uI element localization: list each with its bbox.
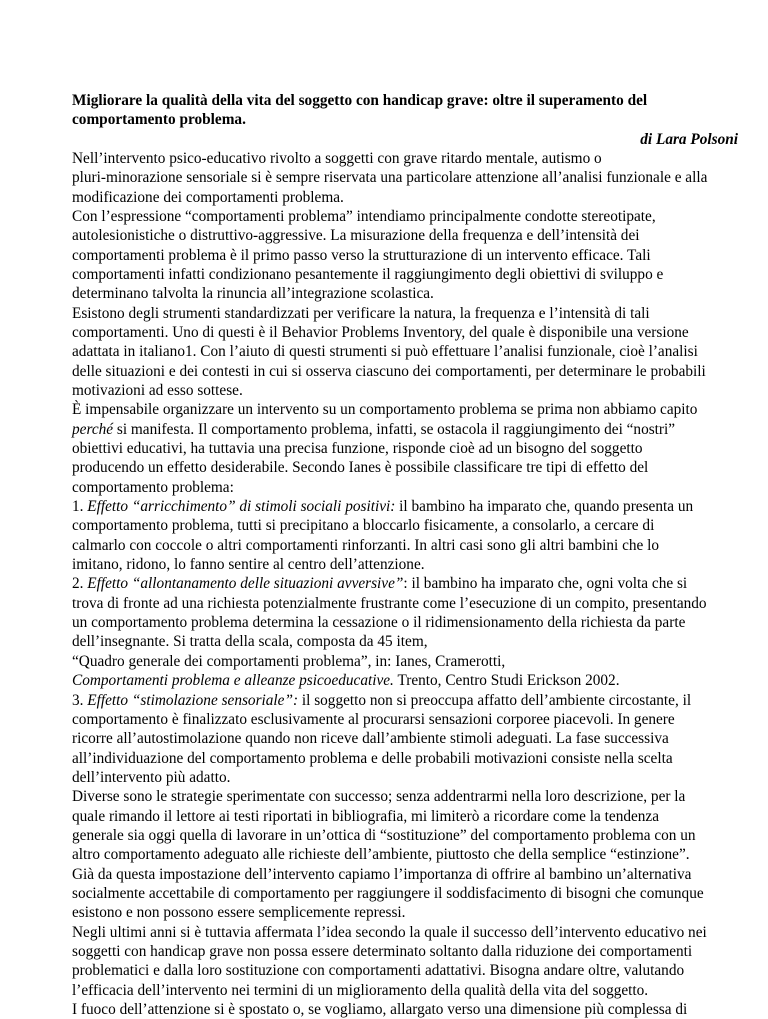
text-run: pluri-minorazione sensoriale si è sempre riservata una particolare attenzione all’analisi funzionale e alla (72, 169, 708, 187)
body-text-line (72, 768, 742, 787)
text-run: altro comportamento adeguato alle richieste dell’ambiente, piuttosto che della semplice “estinzione”. (72, 846, 690, 864)
text-run: Nell’intervento psico-educativo rivolto a soggetti con grave ritardo mentale, autismo o (72, 149, 602, 167)
body-text-line (72, 381, 742, 400)
text-run: Diverse sono le strategie sperimentate con successo; senza addentrarmi nella loro descrizione, per la (72, 788, 686, 806)
body-text-line (72, 555, 742, 574)
body-text-line (72, 168, 742, 187)
body-text-line (72, 961, 742, 980)
body-text-line (72, 826, 742, 845)
text-run: calmarlo con coccole o altri comportamenti rinforzanti. In altri casi sono gli altri bambini che lo (72, 536, 660, 554)
body-text-line (72, 323, 742, 342)
body-text-line (72, 362, 742, 381)
text-run: comportamento è finalizzato esclusivamente al procurarsi sensazioni corporee piacevoli. In genere (72, 710, 675, 728)
italic-text: perché (72, 420, 114, 438)
text-run: esistono e non possono essere semplicemente repressi. (72, 904, 406, 922)
text-run: problematici e dalla loro sostituzione con comportamenti adattativi. Bisogna andare oltre, valutando (72, 962, 685, 980)
body-text-line (72, 710, 742, 729)
body-text-line (72, 574, 742, 593)
text-run: quale rimando il lettore ai testi riportati in bibliografia, mi limiterò a ricordare come la tendenza (72, 807, 660, 825)
body-text-line (72, 787, 742, 806)
text-run: adattata in italiano1. Con l’aiuto di questi strumenti si può effettuare l’analisi funzionale, cioè l’analisi (72, 343, 698, 361)
body-text-line (72, 342, 742, 361)
text-run: È impensabile organizzare un intervento su un comportamento problema se prima non abbiamo capito (72, 401, 698, 419)
text-run: Negli ultimi anni si è tuttavia affermata l’idea secondo la quale il successo dell’intervento educativo nei (72, 923, 707, 941)
body-text-line (72, 497, 742, 516)
body-text-line (72, 149, 742, 168)
text-run: socialmente accettabile di comportamento per raggiungere il soddisfacimento di bisogni che comunque (72, 884, 704, 902)
text-run: all’individuazione del comportamento problema e delle probabili motivazioni consiste nella scelta (72, 749, 673, 767)
body-text-line (72, 478, 742, 497)
text-run: modificazione dei comportamenti problema. (72, 188, 344, 206)
text-run: comportamento problema: (72, 478, 234, 496)
text-run: il soggetto non si preoccupa affatto dell’ambiente circostante, il (298, 691, 692, 709)
text-run: ricorre all’autostimolazione quando non riceve dall’ambiente stimoli adeguati. La fase successiva (72, 730, 669, 748)
body-text-line (72, 536, 742, 555)
body-text-line (72, 207, 742, 226)
text-run: : il bambino ha imparato che, ogni volta che si (403, 575, 688, 593)
text-run: si manifesta. Il comportamento problema, infatti, se ostacola il raggiungimento dei “nostri” (113, 420, 676, 438)
text-run: autolesionistiche o distruttivo-aggressive. La misurazione della frequenza e dell’intensità dei (72, 227, 640, 245)
body-text-line (72, 749, 742, 768)
body-text-line (72, 1000, 742, 1019)
italic-text: Effetto “arricchimento” di stimoli sociali positivi: (87, 498, 396, 516)
body-text-line (72, 613, 742, 632)
text-run: comportamenti infatti condizionano pesantemente il raggiungimento degli obiettivi di sviluppo e (72, 265, 664, 283)
body-text-line (72, 942, 742, 961)
text-run: dell’intervento più adatto. (72, 768, 231, 786)
body-text-line (72, 884, 742, 903)
body-text-line (72, 246, 742, 265)
title-line: Migliorare la qualità della vita del soggetto con handicap grave: oltre il superamento del (72, 92, 648, 109)
author-byline: di Lara Polsoni (640, 130, 738, 148)
body-text-line (72, 807, 742, 826)
text-run: generale sia oggi quella di lavorare in un’ottica di “sostituzione” del comportamento problema con un (72, 826, 696, 844)
text-run: producendo un effetto desiderabile. Secondo Ianes è possibile classificare tre tipi di effetto del (72, 459, 649, 477)
body-text-line (72, 439, 742, 458)
italic-text: Effetto “allontanamento delle situazioni avversive” (87, 575, 404, 593)
body-text-line (72, 632, 742, 651)
text-run: Trento, Centro Studi Erickson 2002. (393, 672, 620, 690)
body-text-line (72, 903, 742, 922)
document-body (72, 149, 742, 1019)
title-line: comportamento problema. (72, 111, 246, 129)
body-text-line (72, 691, 742, 710)
text-run: “Quadro generale dei comportamenti problema”, in: Ianes, Cramerotti, (72, 652, 506, 670)
body-text-line (72, 420, 742, 439)
text-run: Esistono degli strumenti standardizzati per verificare la natura, la frequenza e l’intensità di tali (72, 304, 650, 322)
body-text-line (72, 652, 742, 671)
text-run: comportamenti problema è il primo passo verso la strutturazione di un intervento efficace. Tali (72, 246, 651, 264)
body-text-line (72, 594, 742, 613)
text-run: I fuoco dell’attenzione si è spostato o, se vogliamo, allargato verso una dimensione più complessa di (72, 1001, 688, 1019)
body-text-line (72, 923, 742, 942)
text-run: comportamento problema, tutti si precipitano a bloccarlo fisicamente, a consolarlo, a cercare di (72, 517, 655, 535)
text-run: dell’insegnante. Si tratta della scala, composta da 45 item, (72, 633, 428, 651)
text-run: 2. (72, 575, 88, 593)
body-text-line (72, 265, 742, 284)
text-run: comportamenti. Uno di questi è il Behavior Problems Inventory, del quale è disponibile una versione (72, 323, 689, 341)
text-run: 1. (72, 498, 88, 516)
body-text-line (72, 729, 742, 748)
text-run: Con l’espressione “comportamenti problema” intendiamo principalmente condotte stereotipate, (72, 207, 656, 225)
body-text-line (72, 671, 742, 690)
text-run: l’efficacia dell’intervento nei termini di un miglioramento della qualità della vita del soggetto. (72, 981, 649, 999)
text-run: soggetti con handicap grave non possa essere determinato soltanto dalla riduzione dei comportamenti (72, 942, 693, 960)
body-text-line (72, 284, 742, 303)
text-run: delle situazioni e dei contesti in cui si osserva ciascuno dei comportamenti, per determinare le probabili (72, 362, 706, 380)
body-text-line (72, 400, 742, 419)
body-text-line (72, 226, 742, 245)
text-run: un comportamento problema determina la cessazione o il ridimensionamento della richiesta da parte (72, 614, 686, 632)
body-text-line (72, 304, 742, 323)
text-run: Già da questa impostazione dell’intervento capiamo l’importanza di offrire al bambino un’alternativa (72, 865, 692, 883)
document-page (72, 91, 742, 1019)
text-run: trova di fronte ad una richiesta potenzialmente frustrante come l’esecuzione di un compito, presentando (72, 594, 707, 612)
text-run: 3. (72, 691, 88, 709)
body-text-line (72, 865, 742, 884)
body-text-line (72, 458, 742, 477)
body-text-line (72, 981, 742, 1000)
text-run: obiettivi educativi, ha tuttavia una precisa funzione, risponde cioè ad un bisogno del soggetto (72, 440, 643, 458)
body-text-line (72, 845, 742, 864)
italic-text: Effetto “stimolazione sensoriale”: (87, 691, 299, 709)
italic-text: Comportamenti problema e alleanze psicoeducative. (72, 672, 394, 690)
document-title (72, 91, 742, 130)
text-run: il bambino ha imparato che, quando presenta un (395, 498, 694, 516)
text-run: imitano, ridono, lo fanno sentire al centro dell’attenzione. (72, 556, 425, 574)
body-text-line (72, 188, 742, 207)
body-text-line (72, 516, 742, 535)
text-run: determinano talvolta la rinuncia all’integrazione scolastica. (72, 285, 434, 303)
text-run: motivazioni ad esso sottese. (72, 382, 243, 400)
